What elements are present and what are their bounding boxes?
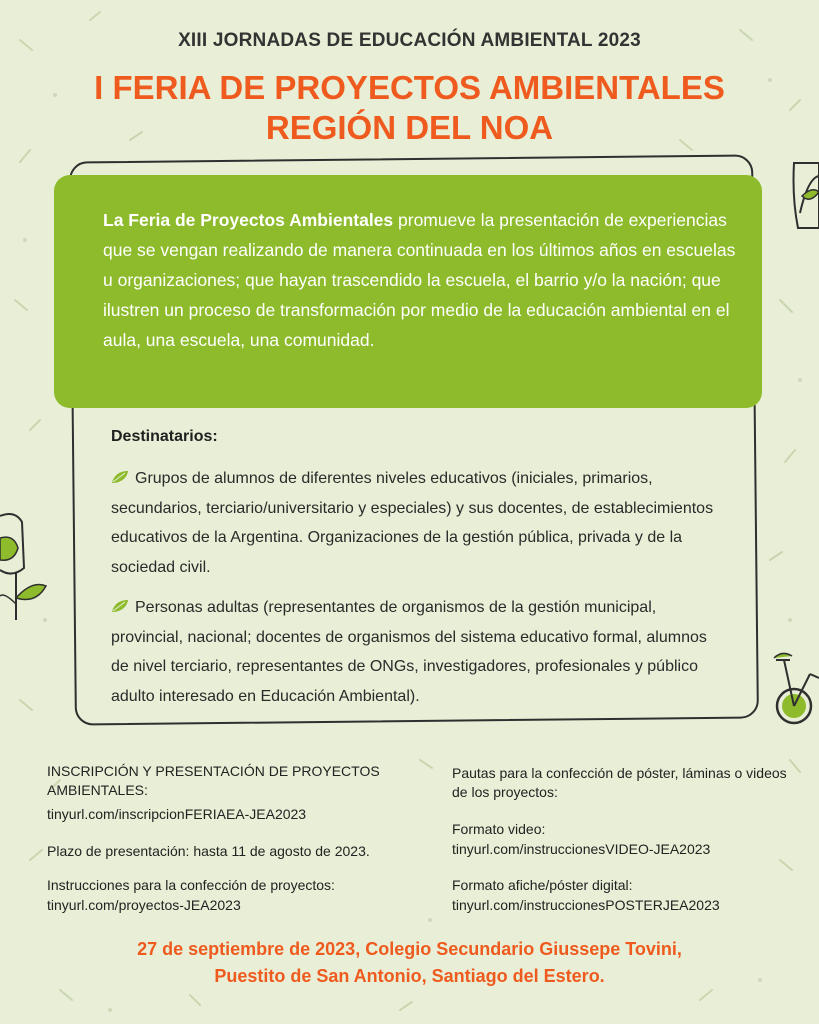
destinatarios-title: Destinatarios: bbox=[111, 428, 218, 445]
destinatarios-item-1-text: Grupos de alumnos de diferentes niveles educativos (iniciales, primarios, secundarios, terciario/universitario y especiales) y sus docentes, de establecimientos educativos de la Argentina. Organizaciones de la gestión pública, privada y de la sociedad civil. bbox=[111, 470, 714, 576]
bicycle-icon bbox=[770, 648, 819, 730]
plazo-text: Plazo de presentación: hasta 11 de agosto de 2023. bbox=[47, 843, 370, 859]
event-subtitle: XIII JORNADAS DE EDUCACIÓN AMBIENTAL 2023 bbox=[178, 30, 641, 51]
footer-line-1: 27 de septiembre de 2023, Colegio Secundario Giussepe Tovini, bbox=[137, 939, 682, 959]
instrucciones-label: Instrucciones para la confección de proyectos: bbox=[47, 877, 335, 893]
page-title bbox=[0, 68, 819, 148]
pautas-text: Pautas para la confección de póster, láminas o videos de los proyectos: bbox=[452, 765, 787, 800]
title-line-1: I FERIA DE PROYECTOS AMBIENTALES bbox=[94, 69, 725, 106]
intro-text bbox=[103, 205, 743, 355]
jar-plant-icon bbox=[788, 158, 819, 238]
inscripcion-title: INSCRIPCIÓN Y PRESENTACIÓN DE PROYECTOS AMBIENTALES: bbox=[47, 763, 380, 798]
title-line-2: REGIÓN DEL NOA bbox=[265, 109, 554, 146]
intro-body: promueve la presentación de experiencias que se vengan realizando de manera continuada en los últimos años en escuelas u organizaciones; que hayan trascendido la escuela, el barrio y/o la nación; que ilustren un proceso de transformación por medio de la educación ambiental en el aula, una escuela, una comunidad. bbox=[103, 210, 736, 350]
leaf-bullet-icon bbox=[111, 470, 129, 484]
destinatarios-item-1 bbox=[111, 464, 726, 582]
destinatarios-item-2-text: Personas adultas (representantes de organismos de la gestión municipal, provincial, nacional; docentes de organismos del sistema educativo formal, alumnos de nivel terciario, representantes de ONGs, investigadores, profesionales y público adulto interesado en Educación Ambiental). bbox=[111, 599, 707, 705]
poster-label: Formato afiche/póster digital: bbox=[452, 877, 633, 893]
inscripcion-link[interactable]: tinyurl.com/inscripcionFERIAEA-JEA2023 bbox=[47, 806, 307, 822]
leaf-bullet-icon bbox=[111, 599, 129, 613]
flower-icon bbox=[0, 508, 50, 623]
instrucciones-link[interactable]: tinyurl.com/proyectos-JEA2023 bbox=[47, 897, 241, 913]
intro-bold-lead: La Feria de Proyectos Ambientales bbox=[103, 210, 394, 230]
footer-line-2: Puestito de San Antonio, Santiago del Estero. bbox=[214, 966, 605, 986]
poster-link[interactable]: tinyurl.com/instruccionesPOSTERJEA2023 bbox=[452, 897, 720, 913]
video-label: Formato video: bbox=[452, 821, 546, 837]
event-date-location bbox=[0, 936, 819, 990]
destinatarios-item-2 bbox=[111, 593, 726, 711]
video-link[interactable]: tinyurl.com/instruccionesVIDEO-JEA2023 bbox=[452, 841, 711, 857]
